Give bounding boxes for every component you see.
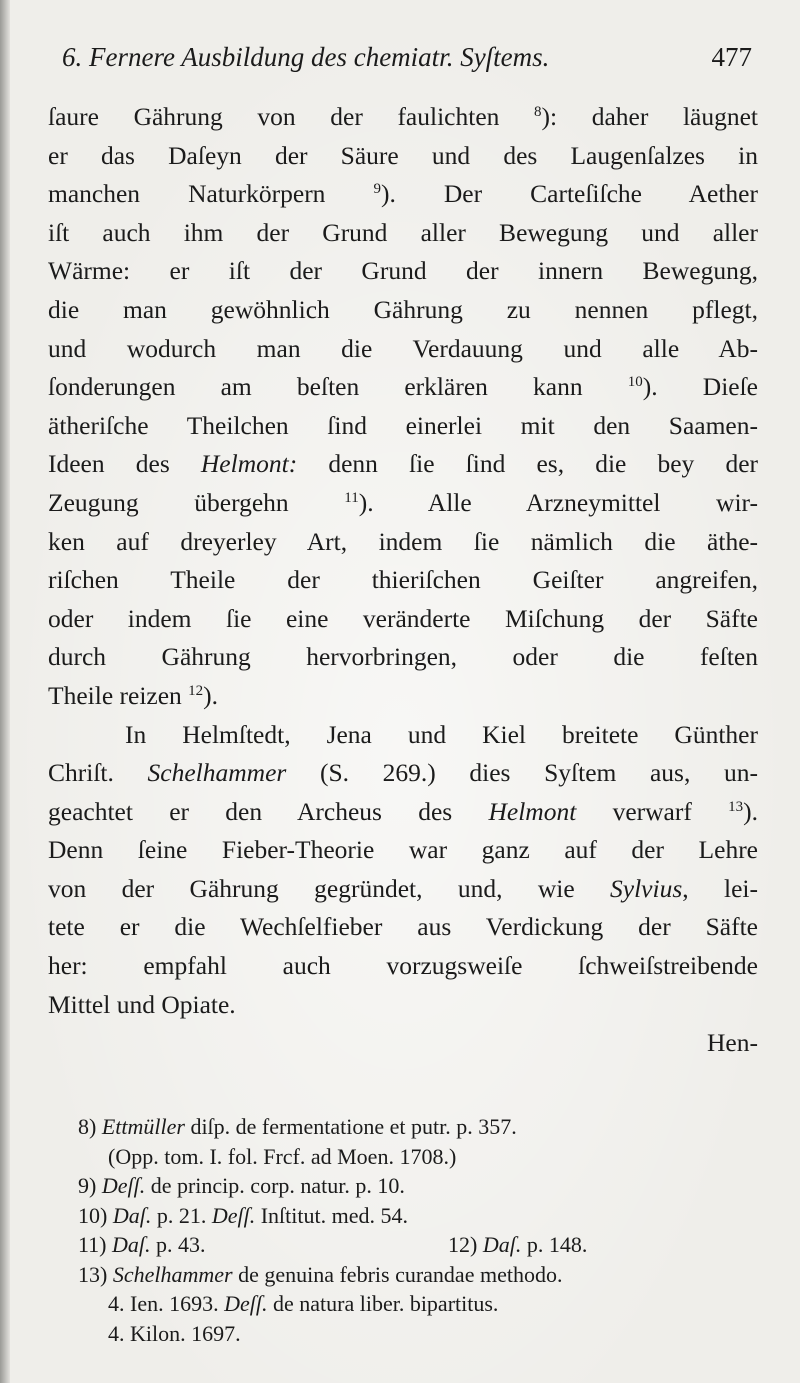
text-line: ken auf dreyerley Art, indem ſie nämlich die äthe- [48, 526, 758, 556]
text-line: manchen Naturkörpern $^9$). Der Carteſiſche Aether [48, 179, 758, 209]
footnote-13-continuation: 4. Ien. 1693. Deſſ. de natura liber. bipartitus. [108, 1291, 499, 1316]
text-line: iſt auch ihm der Grund aller Bewegung und aller [48, 217, 758, 247]
text-line: er das Daſeyn der Säure und des Laugenſalzes in [48, 140, 758, 170]
text-line: oder indem ſie eine veränderte Miſchung der Säfte [48, 603, 758, 633]
text-line: ätheriſche Theilchen ſind einerlei mit den Saamen- [48, 410, 758, 440]
text-line: und wodurch man die Verdauung und alle Ab- [48, 333, 758, 363]
page-gutter-shadow [0, 0, 10, 1383]
footnotes-11-12 [78, 1230, 768, 1260]
text-line: Chriſt. Schelhammer (S. 269.) dies Syſtem aus, un- [48, 758, 758, 788]
footnotes [78, 1112, 768, 1348]
footnote-8-continuation: (Opp. tom. I. fol. Frcf. ad Moen. 1708.) [108, 1143, 457, 1169]
text-line: Zeugung übergehn $^{11}$). Alle Arzneymittel wir- [48, 487, 759, 517]
running-title: 6. Fernere Ausbildung des chemiatr. Syſtems. [62, 42, 550, 72]
main-text [48, 98, 758, 1063]
footnote-12: 12) Daſ. p. 148. [448, 1232, 588, 1257]
running-header [62, 42, 762, 82]
footnote-9: 9) Deſſ. de princip. corp. natur. p. 10. [78, 1173, 405, 1198]
page-number: 477 [711, 42, 752, 72]
text-line: her: empfahl auch vorzugsweiſe ſchweiſstreibende [48, 951, 758, 981]
text-line: ſonderungen am beſten erklären kann $^{10}$). Dieſe [48, 372, 759, 402]
text-line: Wärme: er iſt der Grund der innern Bewegung, [48, 256, 758, 286]
footnote-13: 13) Schelhammer de genuina febris curandae methodo. [78, 1261, 563, 1287]
text-line: Theile reizen $^{12}$). [48, 680, 219, 710]
text-line: Denn ſeine Fieber-Theorie war ganz auf der Lehre [48, 835, 758, 865]
text-line: ſaure Gährung von der faulichten $^8$): daher läugnet [48, 102, 758, 131]
text-line: Ideen des Helmont: denn ſie ſind es, die bey der [48, 449, 758, 479]
footnote-10: 10) Daſ. p. 21. Deſſ. Inſtitut. med. 54. [78, 1202, 408, 1228]
text-line: In Helmſtedt, Jena und Kiel breitete Günther [125, 719, 758, 749]
text-line: riſchen Theile der thieriſchen Geiſter angreifen, [48, 565, 758, 595]
catchword: Hen- [707, 1028, 758, 1058]
footnote-11: 11) Daſ. p. 43. [78, 1232, 206, 1257]
text-line: durch Gährung hervorbringen, oder die feſten [48, 642, 758, 672]
text-line: geachtet er den Archeus des Helmont verwarf $^{13}$). [48, 796, 759, 826]
text-line: tete er die Wechſelfieber aus Verdickung der Säfte [48, 912, 758, 942]
footnote-13-continuation-2: 4. Kilon. 1697. [108, 1320, 241, 1346]
footnote-8: 8) Ettmüller diſp. de fermentatione et putr. p. 357. [78, 1114, 517, 1139]
text-line: Mittel und Opiate. [48, 989, 236, 1019]
text-line: die man gewöhnlich Gährung zu nennen pflegt, [48, 294, 758, 324]
text-line: von der Gährung gegründet, und, wie Sylvius, lei- [48, 873, 758, 903]
